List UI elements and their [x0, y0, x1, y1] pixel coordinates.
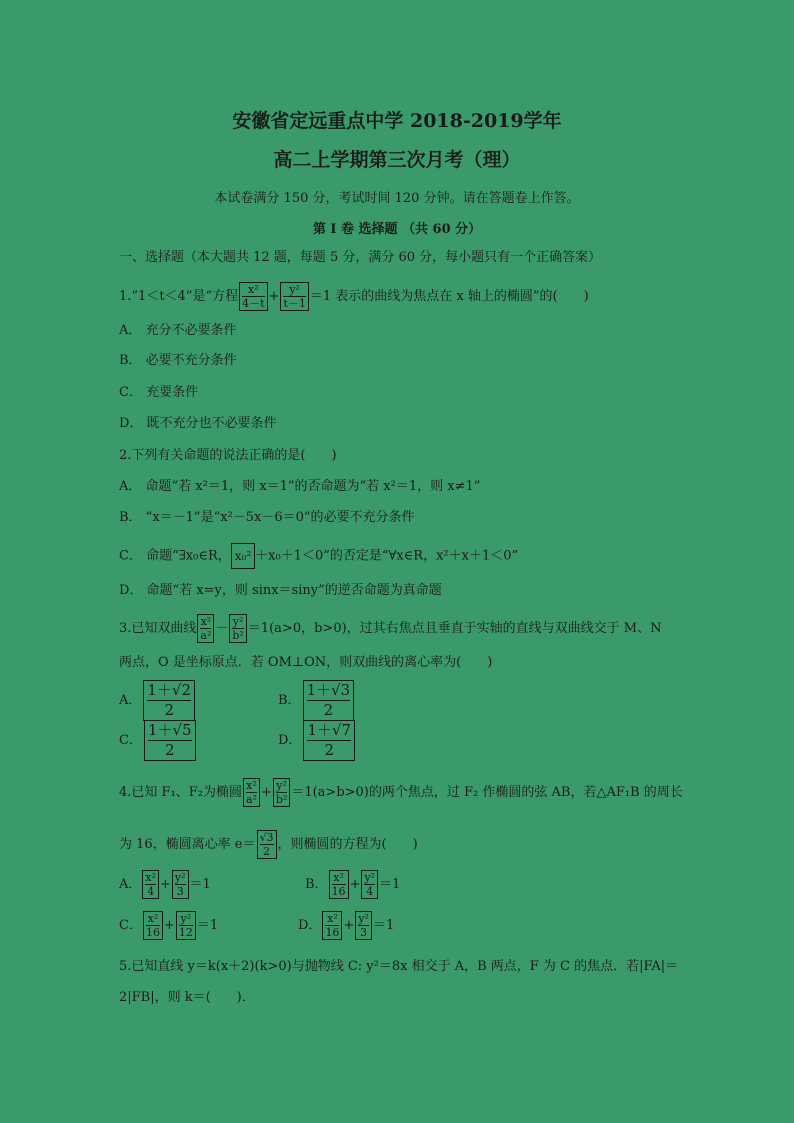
exam-title-line2: 高二上学期第三次月考（理）: [273, 149, 521, 171]
section-heading: 一、选择题（本大题共 12 题，每题 5 分，满分 60 分，每小题只有一个正确答案）: [119, 250, 602, 265]
boxed-term: x₀²: [231, 543, 255, 569]
fraction: $\frac{\text{x²}}{4-t}$: [239, 282, 267, 311]
question-2-option-d: D． 命题“若 x=y，则 sinx＝siny”的逆否命题为真命题: [119, 583, 442, 598]
exam-title-line1: 安徽省定远重点中学 2018-2019学年: [232, 110, 562, 132]
question-1-option-a: A． 充分不必要条件: [119, 323, 237, 338]
fraction: $\frac{\text{x²}}{\text{a²}}$: [197, 614, 214, 643]
fraction: $\frac{\text{y²}}{\text{b²}}$: [229, 614, 246, 643]
question-1-stem: 1.“1＜t＜4”是“方程 $\frac{\text{x²}}{4-t}$ + $\frac{\text{y²}}{t-1}$ ＝1 表示的曲线为焦点在 x 轴上的椭圆”的( ): [119, 283, 589, 310]
question-3-stem: 3.已知双曲线 $\frac{\text{x²}}{\text{a²}}$ － $\frac{\text{y²}}{\text{b²}}$ ＝1(a>0，b>0)，过其右焦点且垂直于实轴的直线与双曲线交于 M、N: [119, 615, 662, 642]
question-3-stem-line2: 两点，O 是坐标原点．若 OM⊥ON，则双曲线的离心率为( ): [119, 655, 493, 670]
question-5-stem: 5.已知直线 y＝k(x＋2)(k>0)与抛物线 C: y²＝8x 相交于 A，B 两点，F 为 C 的焦点．若|FA|＝: [119, 959, 679, 974]
fraction: $\frac{\text{y²}}{t-1}$: [280, 282, 308, 311]
question-1-option-d: D． 既不充分也不必要条件: [119, 416, 277, 431]
question-4-option-b: B． $\frac{\text{x²}}{16}$ + $\frac{\text{y²}}{4}$ ＝1: [305, 871, 401, 898]
section-title: 第 I 卷 选择题 （共 60 分）: [312, 222, 482, 237]
question-4-option-a: A． $\frac{\text{x²}}{4}$ + $\frac{\text{y²}}{3}$ ＝1: [119, 871, 211, 898]
fraction: $\frac{\text{x²}}{\text{a²}}$: [243, 778, 260, 807]
question-3-option-c: C． $\frac{1+√5}{2}$: [119, 720, 198, 761]
question-2-stem: 2.下列有关命题的说法正确的是( ): [119, 448, 337, 463]
fraction: $\frac{1+√7}{2}$: [303, 720, 355, 761]
question-1-option-b: B． 必要不充分条件: [119, 353, 237, 368]
question-3-option-a: A． $\frac{1+√2}{2}$: [119, 680, 197, 721]
question-3-option-b: B． $\frac{1+√3}{2}$: [278, 680, 356, 721]
question-4-stem-line2: 为 16，椭圆离心率 e＝ $\frac{√3}{2}$ ，则椭圆的方程为( ): [119, 831, 418, 858]
fraction: $\frac{1+√2}{2}$: [143, 680, 195, 721]
question-4-option-c: C． $\frac{\text{x²}}{16}$ + $\frac{\text{y²}}{12}$ ＝1: [119, 912, 219, 939]
question-4-stem: 4.已知 F₁、F₂为椭圆 $\frac{\text{x²}}{\text{a²}}$ + $\frac{\text{y²}}{\text{b²}}$ ＝1(a>b>0)的两个焦点，过 F₂ 作椭圆的弦 AB，若△AF₁B 的周长: [119, 779, 683, 806]
question-4-option-d: D． $\frac{\text{x²}}{16}$ + $\frac{\text{y²}}{3}$ ＝1: [298, 912, 395, 939]
exam-instructions: 本试卷满分 150 分，考试时间 120 分钟。请在答题卷上作答。: [214, 191, 580, 206]
fraction: $\frac{\text{y²}}{\text{b²}}$: [273, 778, 290, 807]
question-2-option-b: B． “x＝－1”是“x²－5x－6＝0”的必要不充分条件: [119, 510, 415, 525]
fraction: $\frac{√3}{2}$: [257, 830, 277, 859]
fraction: $\frac{1+√5}{2}$: [144, 720, 196, 761]
question-5-stem-line2: 2|FB|，则 k＝( )．: [119, 990, 255, 1005]
question-1-option-c: C． 充要条件: [119, 385, 199, 400]
question-2-option-a: A． 命题“若 x²＝1，则 x＝1”的否命题为“若 x²＝1，则 x≠1”: [119, 479, 481, 494]
question-2-option-c: C． 命题“∃x₀∈R， x₀² ＋x₀＋1＜0”的否定是“∀x∈R，x²＋x＋1＜0”: [119, 543, 518, 569]
fraction: $\frac{1+√3}{2}$: [303, 680, 355, 721]
question-3-option-d: D． $\frac{1+√7}{2}$: [278, 720, 357, 761]
